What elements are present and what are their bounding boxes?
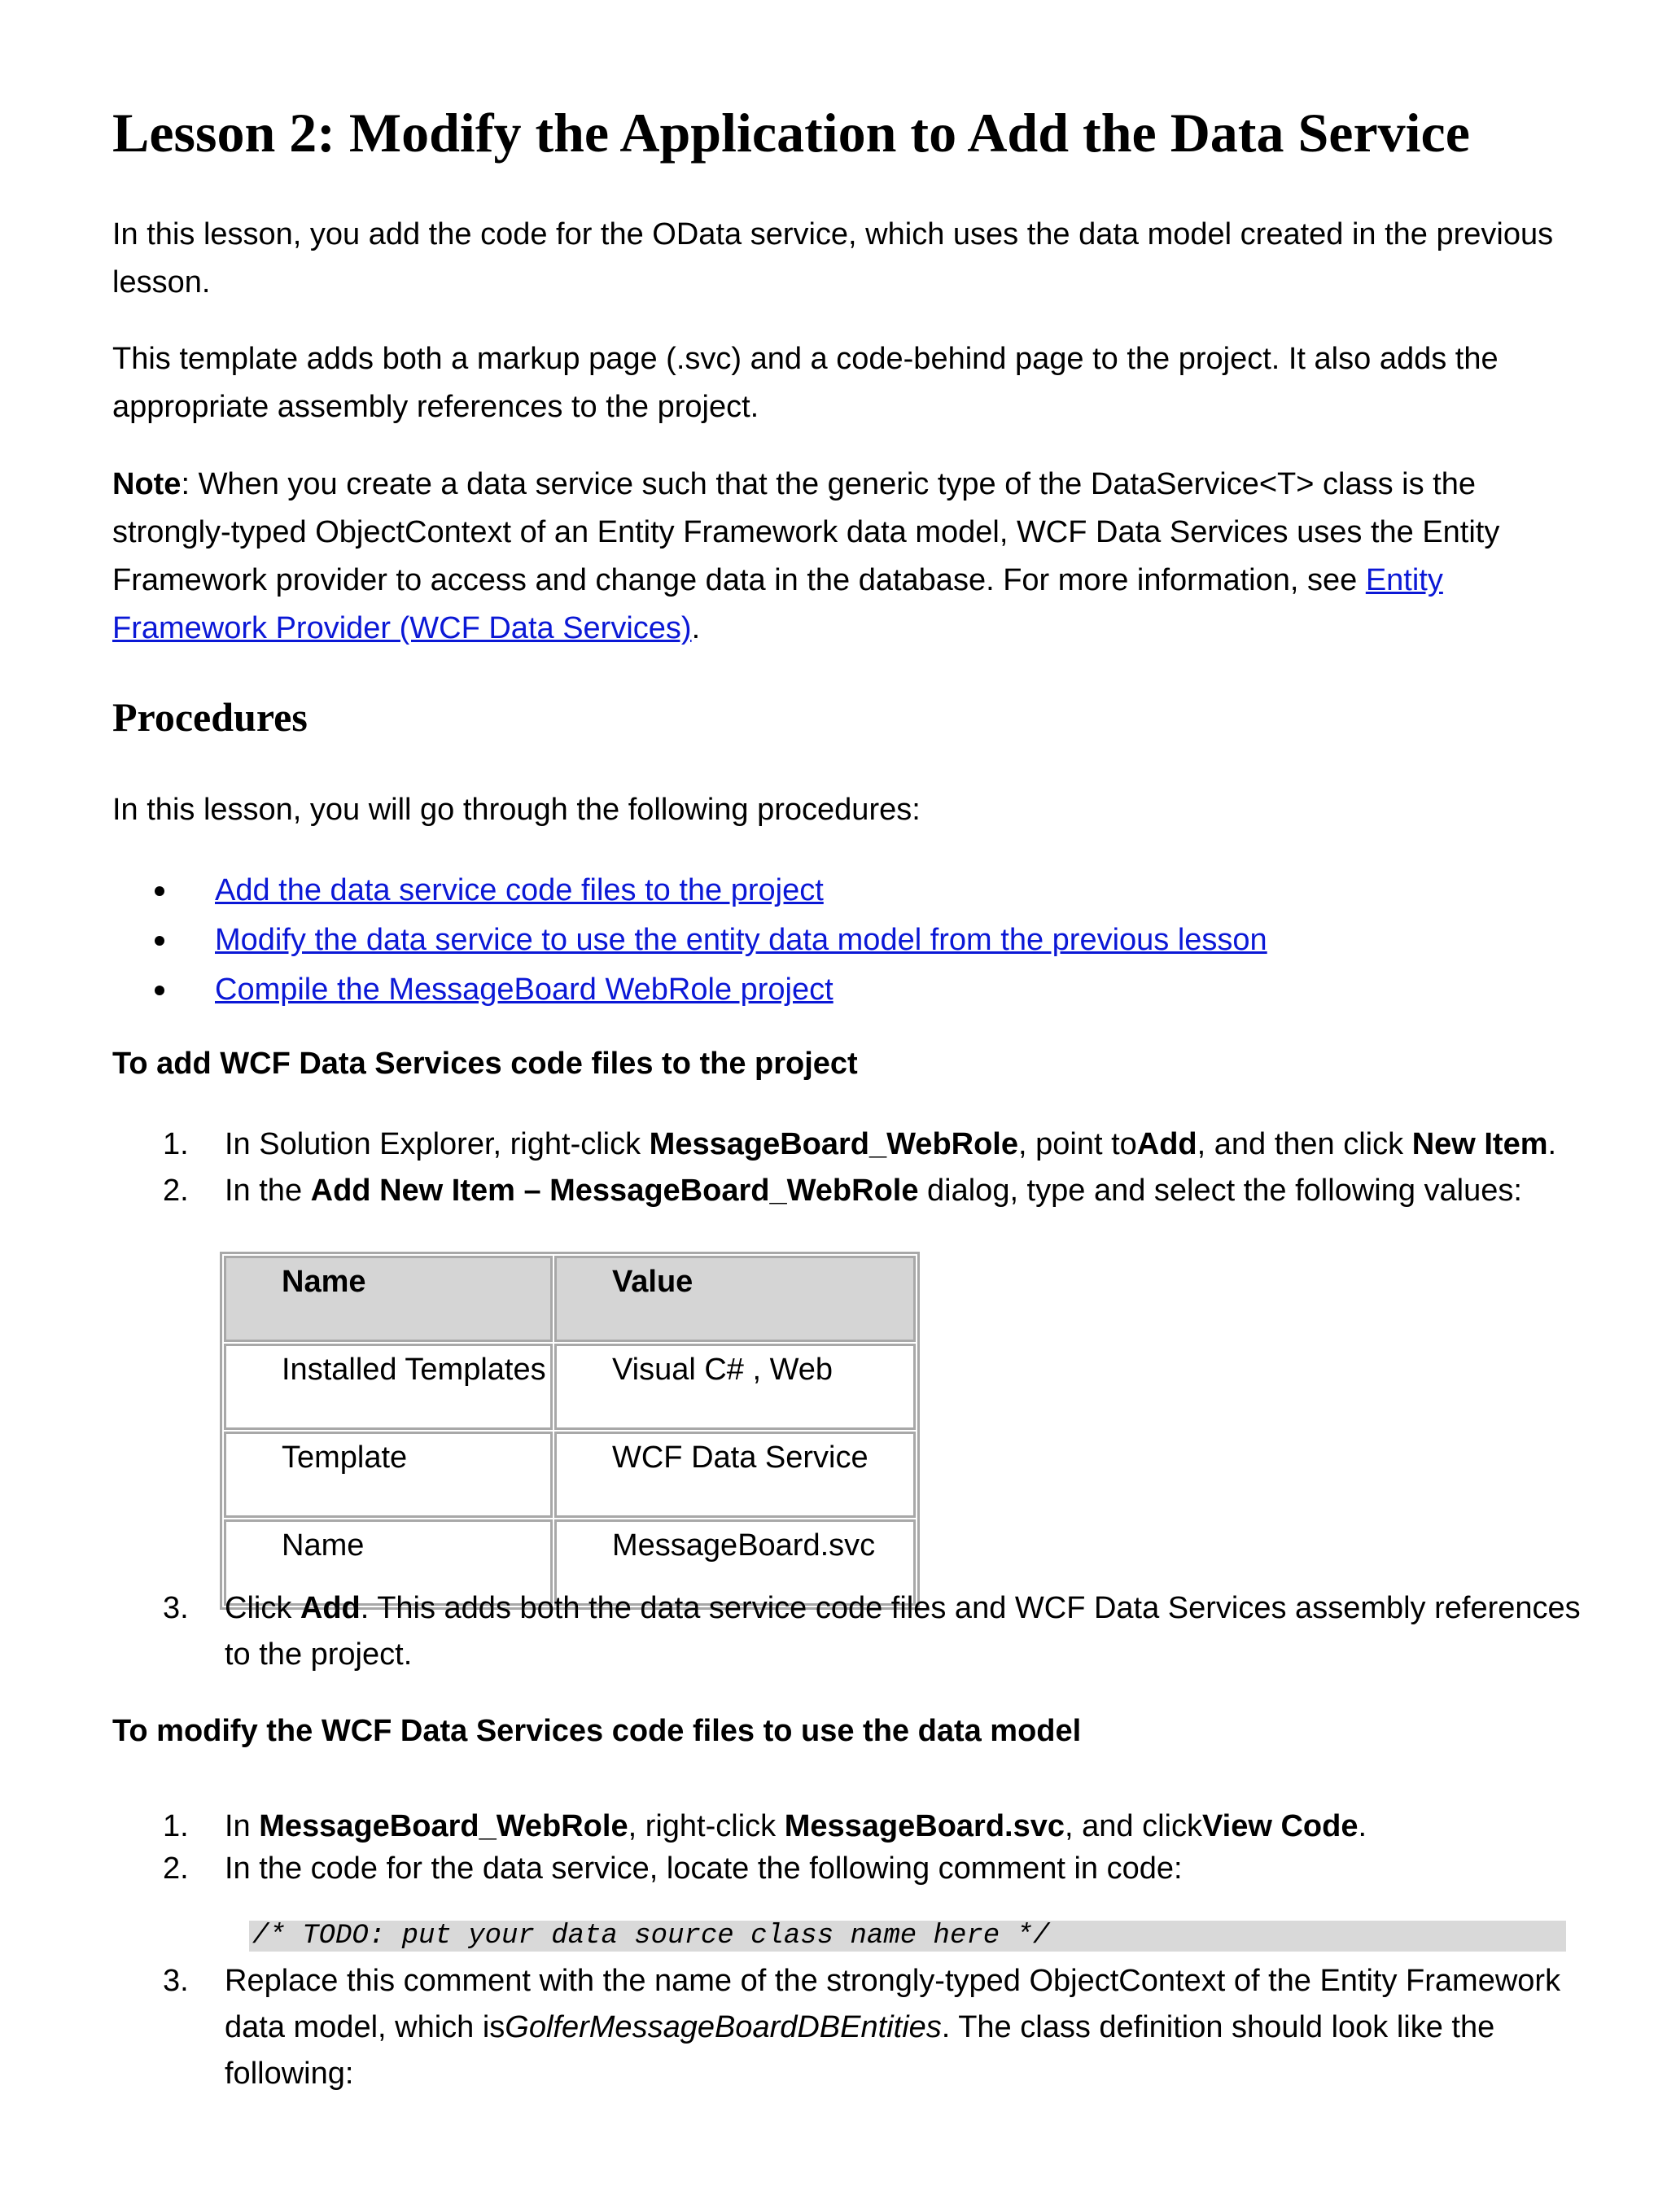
step-item: 2. In the Add New Item – MessageBoard_WebRole dialog, type and select the following values: <box>163 1174 1522 1208</box>
section2-heading: To modify the WCF Data Services code files to use the data model <box>112 1714 1082 1748</box>
section1-heading: To add WCF Data Services code files to the project <box>112 1047 858 1081</box>
note-text: : When you create a data service such that the generic type of the DataService<T> class is the strongly-typed ObjectContext of an Entity Framework data model, WCF Data Services uses the Entity Framework provider to access and change data in the database. For more information, see <box>112 467 1500 597</box>
template-paragraph: This template adds both a markup page (.svc) and a code-behind page to the project. It also adds the appropriate assembly references to the project. <box>112 342 1499 424</box>
entity-framework-provider-link[interactable]: Entity Framework Provider (WCF Data Services) <box>112 563 1443 645</box>
list-item <box>155 866 1267 916</box>
bullet-icon <box>155 886 164 896</box>
table-row <box>224 1344 916 1430</box>
compile-project-link[interactable]: Compile the MessageBoard WebRole project <box>215 973 834 1007</box>
table-cell: Visual C# , Web <box>554 1344 916 1430</box>
table-cell: Installed Templates <box>224 1344 553 1430</box>
table-header-row <box>224 1256 916 1342</box>
section2-step3 <box>163 1958 1595 2097</box>
step-item: 1. In Solution Explorer, right-click MessageBoard_WebRole, point toAdd, and then click New Item. <box>163 1127 1557 1161</box>
list-item <box>155 916 1267 965</box>
table-cell: Name <box>224 1519 553 1606</box>
table-header-cell: Value <box>554 1256 916 1342</box>
intro-paragraph: In this lesson, you add the code for the OData service, which uses the data model created in the previous lesson. <box>112 217 1554 299</box>
step-item: 2. In the code for the data service, locate the following comment in code: <box>163 1851 1183 1886</box>
table-row <box>224 1432 916 1518</box>
section1-steps <box>163 1121 1595 1214</box>
bullet-icon <box>155 986 164 995</box>
modify-data-service-link[interactable]: Modify the data service to use the entity data model from the previous lesson <box>215 923 1267 957</box>
add-code-files-link[interactable]: Add the data service code files to the project <box>215 873 824 907</box>
step-item: 3. Click Add. This adds both the data service code files and WCF Data Services assembly references to the project. <box>163 1591 1581 1672</box>
note-paragraph: Note: When you create a data service such that the generic type of the DataService<T> class is the strongly-typed ObjectContext of an Entity Framework data model, WCF Data Services uses the Entity Framework provider to access and change data in the database. For more information, see Entity Framework Provider (WCF Data Services). <box>112 467 1500 645</box>
bullet-icon <box>155 936 164 946</box>
table-header-cell: Name <box>224 1256 553 1342</box>
procedures-intro: In this lesson, you will go through the following procedures: <box>112 793 921 827</box>
section1-step3 <box>163 1585 1595 1678</box>
step-item: 3. Replace this comment with the name of the strongly-typed ObjectContext of the Entity Framework data model, which isGolferMessageBoardDBEntities. The class definition should look like the following: <box>163 1964 1561 2091</box>
table-cell: Template <box>224 1432 553 1518</box>
table-cell: WCF Data Service <box>554 1432 916 1518</box>
code-snippet: /* TODO: put your data source class name here */ <box>249 1921 1566 1952</box>
list-item <box>155 965 1267 1015</box>
table-cell: MessageBoard.svc <box>554 1519 916 1606</box>
procedures-list <box>155 866 1267 1015</box>
section2-steps <box>163 1803 1595 1892</box>
step-item: 1. In MessageBoard_WebRole, right-click MessageBoard.svc, and clickView Code. <box>163 1809 1367 1843</box>
procedures-heading: Procedures <box>112 694 308 740</box>
values-table <box>220 1252 920 1610</box>
page-title: Lesson 2: Modify the Application to Add the Data Service <box>112 102 1470 164</box>
note-label: Note <box>112 467 182 501</box>
